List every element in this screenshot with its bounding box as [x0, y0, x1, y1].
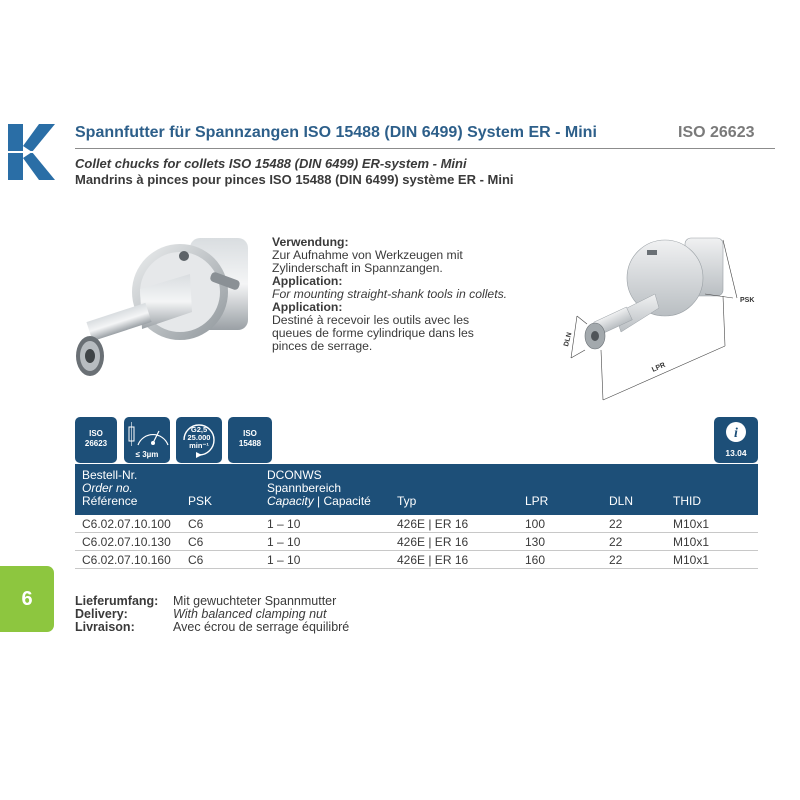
- cell-dln: 22: [609, 535, 623, 549]
- col-lpr: LPR: [525, 494, 549, 508]
- col-range-sep: |: [313, 494, 324, 508]
- usage-description: [272, 236, 512, 353]
- page-title: Spannfutter für Spannzangen ISO 15488 (DIN 6499) System ER - Mini: [75, 124, 597, 141]
- cell-thid: M10x1: [673, 535, 710, 549]
- logo-k-icon: [8, 124, 56, 180]
- col-dconws: DCONWS: [267, 468, 322, 482]
- dln-label: DLN: [562, 331, 574, 348]
- table-row: [75, 515, 758, 533]
- cell-psk: C6: [188, 553, 204, 567]
- usage-text-fr: Destiné à recevoir les outils avec les queues de forme cylindrique dans les pinces de serrage.: [272, 313, 474, 353]
- cell-lpr: 160: [525, 553, 546, 567]
- delivery-value-fr: Avec écrou de serrage équilibré: [173, 620, 350, 634]
- cell-thid: M10x1: [673, 517, 710, 531]
- chapter-tab[interactable]: 6: [0, 566, 54, 632]
- usage-heading-fr: Application:: [272, 300, 343, 314]
- usage-heading-de: Verwendung:: [272, 235, 349, 249]
- col-range-en: Capacity: [267, 494, 314, 508]
- subtitle-english: Collet chucks for collets ISO 15488 (DIN 6499) ER-system - Mini: [75, 156, 467, 171]
- delivery-label-de: Lieferumfang:: [75, 594, 159, 608]
- runout-value: ≤ 3µm: [135, 450, 159, 459]
- col-order-en: Order no.: [82, 481, 133, 495]
- cell-lpr: 100: [525, 517, 546, 531]
- technical-drawing: [555, 236, 770, 406]
- col-typ: Typ: [397, 494, 417, 508]
- table-row: [75, 533, 758, 551]
- cell-dln: 22: [609, 553, 623, 567]
- cell-psk: C6: [188, 535, 204, 549]
- cell-psk: C6: [188, 517, 204, 531]
- badge-text: ISO: [243, 429, 257, 438]
- cell-order: C6.02.07.10.100: [82, 517, 171, 531]
- info-page-ref: 13.04: [725, 448, 747, 458]
- col-psk: PSK: [188, 494, 213, 508]
- col-dln: DLN: [609, 494, 634, 508]
- usage-text-de: Zur Aufnahme von Werkzeugen mit Zylinderschaft in Spannzangen.: [272, 248, 463, 275]
- info-icon: [725, 421, 747, 443]
- balance-speed: 25.000: [187, 433, 211, 442]
- balance-unit: min⁻¹: [189, 441, 209, 450]
- table-header: [75, 464, 758, 515]
- lpr-label: LPR: [650, 361, 667, 374]
- usage-text-en: For mounting straight-shank tools in collets.: [272, 287, 508, 301]
- cell-range: 1 – 10: [267, 553, 301, 567]
- cell-typ: 426E | ER 16: [397, 517, 469, 531]
- col-thid: THID: [673, 494, 701, 508]
- col-order-de: Bestell-Nr.: [82, 468, 138, 482]
- balance-badge: [176, 417, 222, 463]
- cell-lpr: 130: [525, 535, 546, 549]
- col-order: [82, 469, 137, 508]
- runout-badge: [124, 417, 170, 463]
- balance-grade: G2,5: [190, 425, 208, 434]
- delivery-value-en: With balanced clamping nut: [173, 607, 327, 621]
- delivery-label-en: Delivery:: [75, 607, 128, 621]
- product-image: [70, 234, 262, 386]
- cell-order: C6.02.07.10.160: [82, 553, 171, 567]
- iso26623-badge: [75, 417, 117, 463]
- badge-text: 26623: [84, 439, 108, 448]
- table-row: [75, 551, 758, 569]
- iso15488-badge: [228, 417, 272, 463]
- info-badge[interactable]: [714, 417, 758, 463]
- col-order-fr: Référence: [82, 494, 138, 508]
- cell-order: C6.02.07.10.130: [82, 535, 171, 549]
- delivery-label-fr: Livraison:: [75, 620, 135, 634]
- cell-typ: 426E | ER 16: [397, 535, 469, 549]
- col-range-de: Spannbereich: [267, 481, 342, 495]
- badge-text: ISO: [89, 429, 103, 438]
- cell-range: 1 – 10: [267, 535, 301, 549]
- cell-dln: 22: [609, 517, 623, 531]
- col-range-fr: Capacité: [323, 494, 371, 508]
- iso-reference: ISO 26623: [678, 124, 755, 141]
- delivery-value-de: Mit gewuchteter Spannmutter: [173, 594, 337, 608]
- cell-thid: M10x1: [673, 553, 710, 567]
- psk-label: PSK: [740, 297, 755, 304]
- cell-range: 1 – 10: [267, 517, 301, 531]
- subtitle-french: Mandrins à pinces pour pinces ISO 15488 (DIN 6499) système ER - Mini: [75, 172, 514, 187]
- header-divider: [75, 148, 775, 149]
- cell-typ: 426E | ER 16: [397, 553, 469, 567]
- runout-gauge-icon: [124, 419, 170, 451]
- svg-text:i: i: [734, 426, 738, 441]
- col-range: [267, 469, 371, 508]
- usage-heading-en: Application:: [272, 274, 343, 288]
- badge-text: 15488: [238, 439, 262, 448]
